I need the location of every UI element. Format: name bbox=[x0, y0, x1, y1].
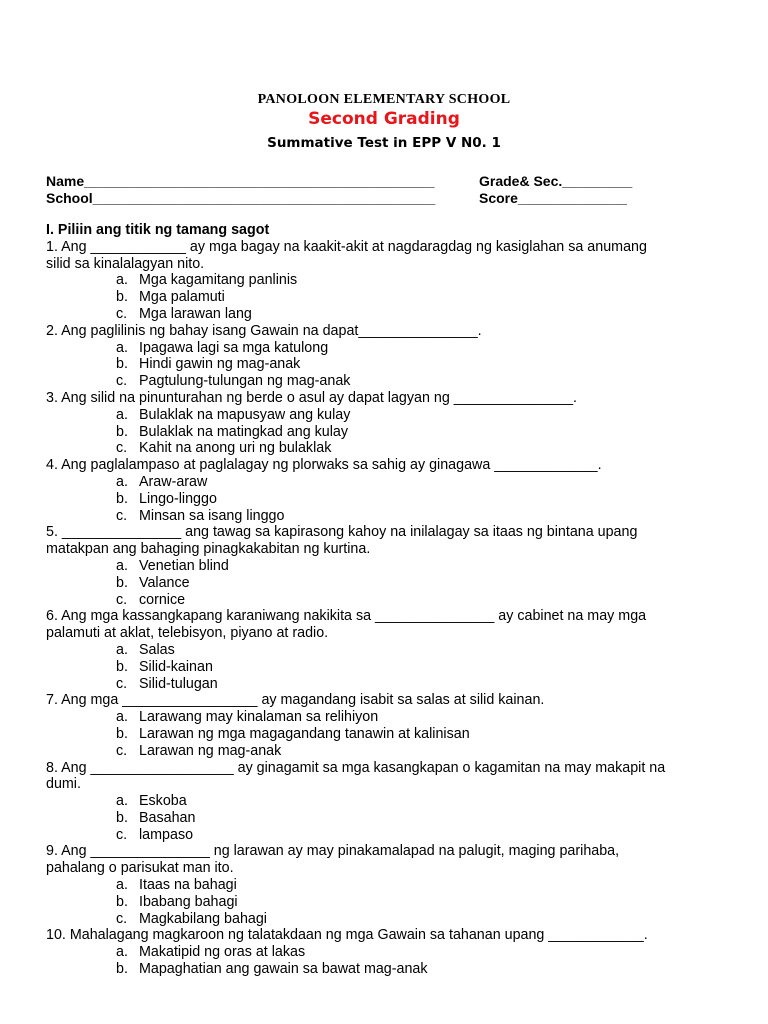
question-text: 3. Ang silid na pinunturahan ng berde o asul ay dapat lagyan ng _______________. bbox=[46, 389, 578, 406]
option-letter: c. bbox=[116, 742, 128, 759]
question-10 bbox=[46, 927, 726, 977]
answer-option bbox=[46, 642, 726, 659]
option-letter: a. bbox=[116, 339, 128, 356]
answer-option bbox=[46, 340, 726, 357]
answer-option bbox=[46, 575, 726, 592]
option-text: Valance bbox=[139, 574, 190, 591]
option-text: Mapaghatian ang gawain sa bawat mag-anak bbox=[139, 961, 428, 978]
option-letter: b. bbox=[116, 490, 128, 507]
option-letter: b. bbox=[116, 961, 128, 978]
option-text: Araw-araw bbox=[139, 473, 208, 490]
option-letter: b. bbox=[116, 658, 128, 675]
school-name: PANOLOON ELEMENTARY SCHOOL bbox=[257, 92, 511, 107]
option-text: Bulaklak na matingkad ang kulay bbox=[139, 423, 349, 440]
option-text: Hindi gawin ng mag-anak bbox=[139, 356, 301, 373]
answer-option bbox=[46, 491, 726, 508]
option-text: Mga kagamitang panlinis bbox=[139, 272, 298, 289]
answer-option bbox=[46, 508, 726, 525]
option-letter: b. bbox=[116, 574, 128, 591]
option-text: Makatipid ng oras at lakas bbox=[139, 944, 306, 961]
score-field: Score______________ bbox=[479, 190, 627, 206]
question-text: 10. Mahalagang magkaroon ng talatakdaan ng mga Gawain sa tahanan upang ____________. bbox=[46, 927, 648, 944]
option-text: Minsan sa isang linggo bbox=[139, 507, 285, 524]
option-letter: a. bbox=[116, 557, 128, 574]
option-text: cornice bbox=[139, 591, 186, 608]
option-letter: c. bbox=[116, 507, 128, 524]
option-text: Venetian blind bbox=[139, 557, 229, 574]
question-text: 6. Ang mga kassangkapang karaniwang nakikita sa _______________ ay cabinet na may mga bbox=[46, 608, 647, 625]
answer-option bbox=[46, 827, 726, 844]
option-letter: b. bbox=[116, 809, 128, 826]
name-field: Name_____________________________________________ bbox=[46, 173, 435, 189]
answer-option bbox=[46, 474, 726, 491]
option-letter: a. bbox=[116, 944, 128, 961]
option-letter: a. bbox=[116, 793, 128, 810]
option-letter: c. bbox=[116, 826, 128, 843]
option-text: Larawan ng mag-anak bbox=[139, 742, 282, 759]
option-letter: a. bbox=[116, 473, 128, 490]
section-title: I. Piliin ang titik ng tamang sagot bbox=[46, 222, 270, 238]
question-text: 7. Ang mga _________________ ay magandang isabit sa salas at silid kainan. bbox=[46, 692, 545, 709]
option-text: Silid-tulugan bbox=[139, 675, 218, 692]
option-text: Mga palamuti bbox=[139, 289, 225, 306]
answer-option bbox=[46, 440, 726, 457]
option-letter: a. bbox=[116, 272, 128, 289]
option-text: Pagtulung-tulungan ng mag-anak bbox=[139, 373, 351, 390]
question-3 bbox=[46, 390, 726, 457]
option-text: Itaas na bahagi bbox=[139, 877, 237, 894]
question-text: 9. Ang _______________ ng larawan ay may pinakamalapad na palugit, maging parihaba, bbox=[46, 843, 620, 860]
answer-option bbox=[46, 676, 726, 693]
question-1 bbox=[46, 239, 726, 323]
answer-option bbox=[46, 272, 726, 289]
answer-option bbox=[46, 424, 726, 441]
answer-option bbox=[46, 659, 726, 676]
answer-option bbox=[46, 793, 726, 810]
answer-option bbox=[46, 894, 726, 911]
answer-option bbox=[46, 306, 726, 323]
option-text: Ipagawa lagi sa mga katulong bbox=[139, 339, 329, 356]
answer-option bbox=[46, 810, 726, 827]
question-text: 2. Ang paglilinis ng bahay isang Gawain na dapat_______________. bbox=[46, 322, 482, 339]
option-letter: c. bbox=[116, 440, 128, 457]
questions-area bbox=[46, 222, 726, 978]
question-2 bbox=[46, 323, 726, 390]
answer-option bbox=[46, 726, 726, 743]
option-letter: c. bbox=[116, 591, 128, 608]
question-text: matakpan ang bahaging pinagkakabitan ng kurtina. bbox=[46, 541, 371, 558]
option-text: Salas bbox=[139, 641, 175, 658]
option-text: Ibabang bahagi bbox=[139, 893, 238, 910]
answer-option bbox=[46, 373, 726, 390]
answer-option bbox=[46, 709, 726, 726]
answer-option bbox=[46, 911, 726, 928]
school-row bbox=[46, 190, 666, 207]
test-title: Summative Test in EPP V N0. 1 bbox=[267, 135, 501, 151]
option-letter: b. bbox=[116, 725, 128, 742]
option-letter: c. bbox=[116, 910, 128, 927]
option-letter: a. bbox=[116, 641, 128, 658]
question-text: pahalang o parisukat man ito. bbox=[46, 860, 234, 877]
option-letter: a. bbox=[116, 406, 128, 423]
option-letter: a. bbox=[116, 877, 128, 894]
question-text: 4. Ang paglalampaso at paglalagay ng plorwaks sa sahig ay ginagawa _____________. bbox=[46, 457, 602, 474]
question-4 bbox=[46, 457, 726, 524]
option-text: Kahit na anong uri ng bulaklak bbox=[139, 440, 332, 457]
answer-option bbox=[46, 289, 726, 306]
option-text: Larawang may kinalaman sa relihiyon bbox=[139, 709, 379, 726]
question-8 bbox=[46, 760, 726, 844]
question-6 bbox=[46, 608, 726, 692]
option-letter: c. bbox=[116, 373, 128, 390]
question-text: silid sa kinalalagyan nito. bbox=[46, 255, 205, 272]
option-text: Basahan bbox=[139, 809, 196, 826]
option-text: Magkabilang bahagi bbox=[139, 910, 267, 927]
option-text: Bulaklak na mapusyaw ang kulay bbox=[139, 406, 351, 423]
school-field: School____________________________________________ bbox=[46, 190, 436, 206]
option-text: lampaso bbox=[139, 826, 194, 843]
question-text: 5. _______________ ang tawag sa kapirasong kahoy na inilalagay sa itaas ng bintana upang bbox=[46, 524, 638, 541]
option-letter: c. bbox=[116, 675, 128, 692]
option-text: Mga larawan lang bbox=[139, 305, 252, 322]
question-5 bbox=[46, 524, 726, 608]
question-text: dumi. bbox=[46, 776, 81, 793]
option-text: Eskoba bbox=[139, 793, 187, 810]
option-letter: b. bbox=[116, 423, 128, 440]
option-letter: a. bbox=[116, 709, 128, 726]
name-row bbox=[46, 173, 666, 190]
grading-title: Second Grading bbox=[308, 109, 460, 129]
question-text: 1. Ang ____________ ay mga bagay na kaakit-akit at nagdaragdag ng kasiglahan sa anumang bbox=[46, 238, 647, 255]
option-text: Silid-kainan bbox=[139, 658, 213, 675]
grade-section-field: Grade& Sec._________ bbox=[479, 173, 633, 189]
option-letter: b. bbox=[116, 356, 128, 373]
answer-option bbox=[46, 944, 726, 961]
answer-option bbox=[46, 961, 726, 978]
option-text: Larawan ng mga magagandang tanawin at kalinisan bbox=[139, 725, 470, 742]
answer-option bbox=[46, 592, 726, 609]
option-letter: b. bbox=[116, 893, 128, 910]
option-letter: b. bbox=[116, 289, 128, 306]
student-info bbox=[46, 173, 666, 207]
question-text: 8. Ang __________________ ay ginagamit sa mga kasangkapan o kagamitan na may makapit na bbox=[46, 759, 666, 776]
option-letter: c. bbox=[116, 305, 128, 322]
question-text: palamuti at aklat, telebisyon, piyano at radio. bbox=[46, 625, 329, 642]
option-text: Lingo-linggo bbox=[139, 490, 217, 507]
answer-option bbox=[46, 877, 726, 894]
answer-option bbox=[46, 558, 726, 575]
answer-option bbox=[46, 356, 726, 373]
question-7 bbox=[46, 692, 726, 759]
answer-option bbox=[46, 407, 726, 424]
question-9 bbox=[46, 843, 726, 927]
answer-option bbox=[46, 743, 726, 760]
